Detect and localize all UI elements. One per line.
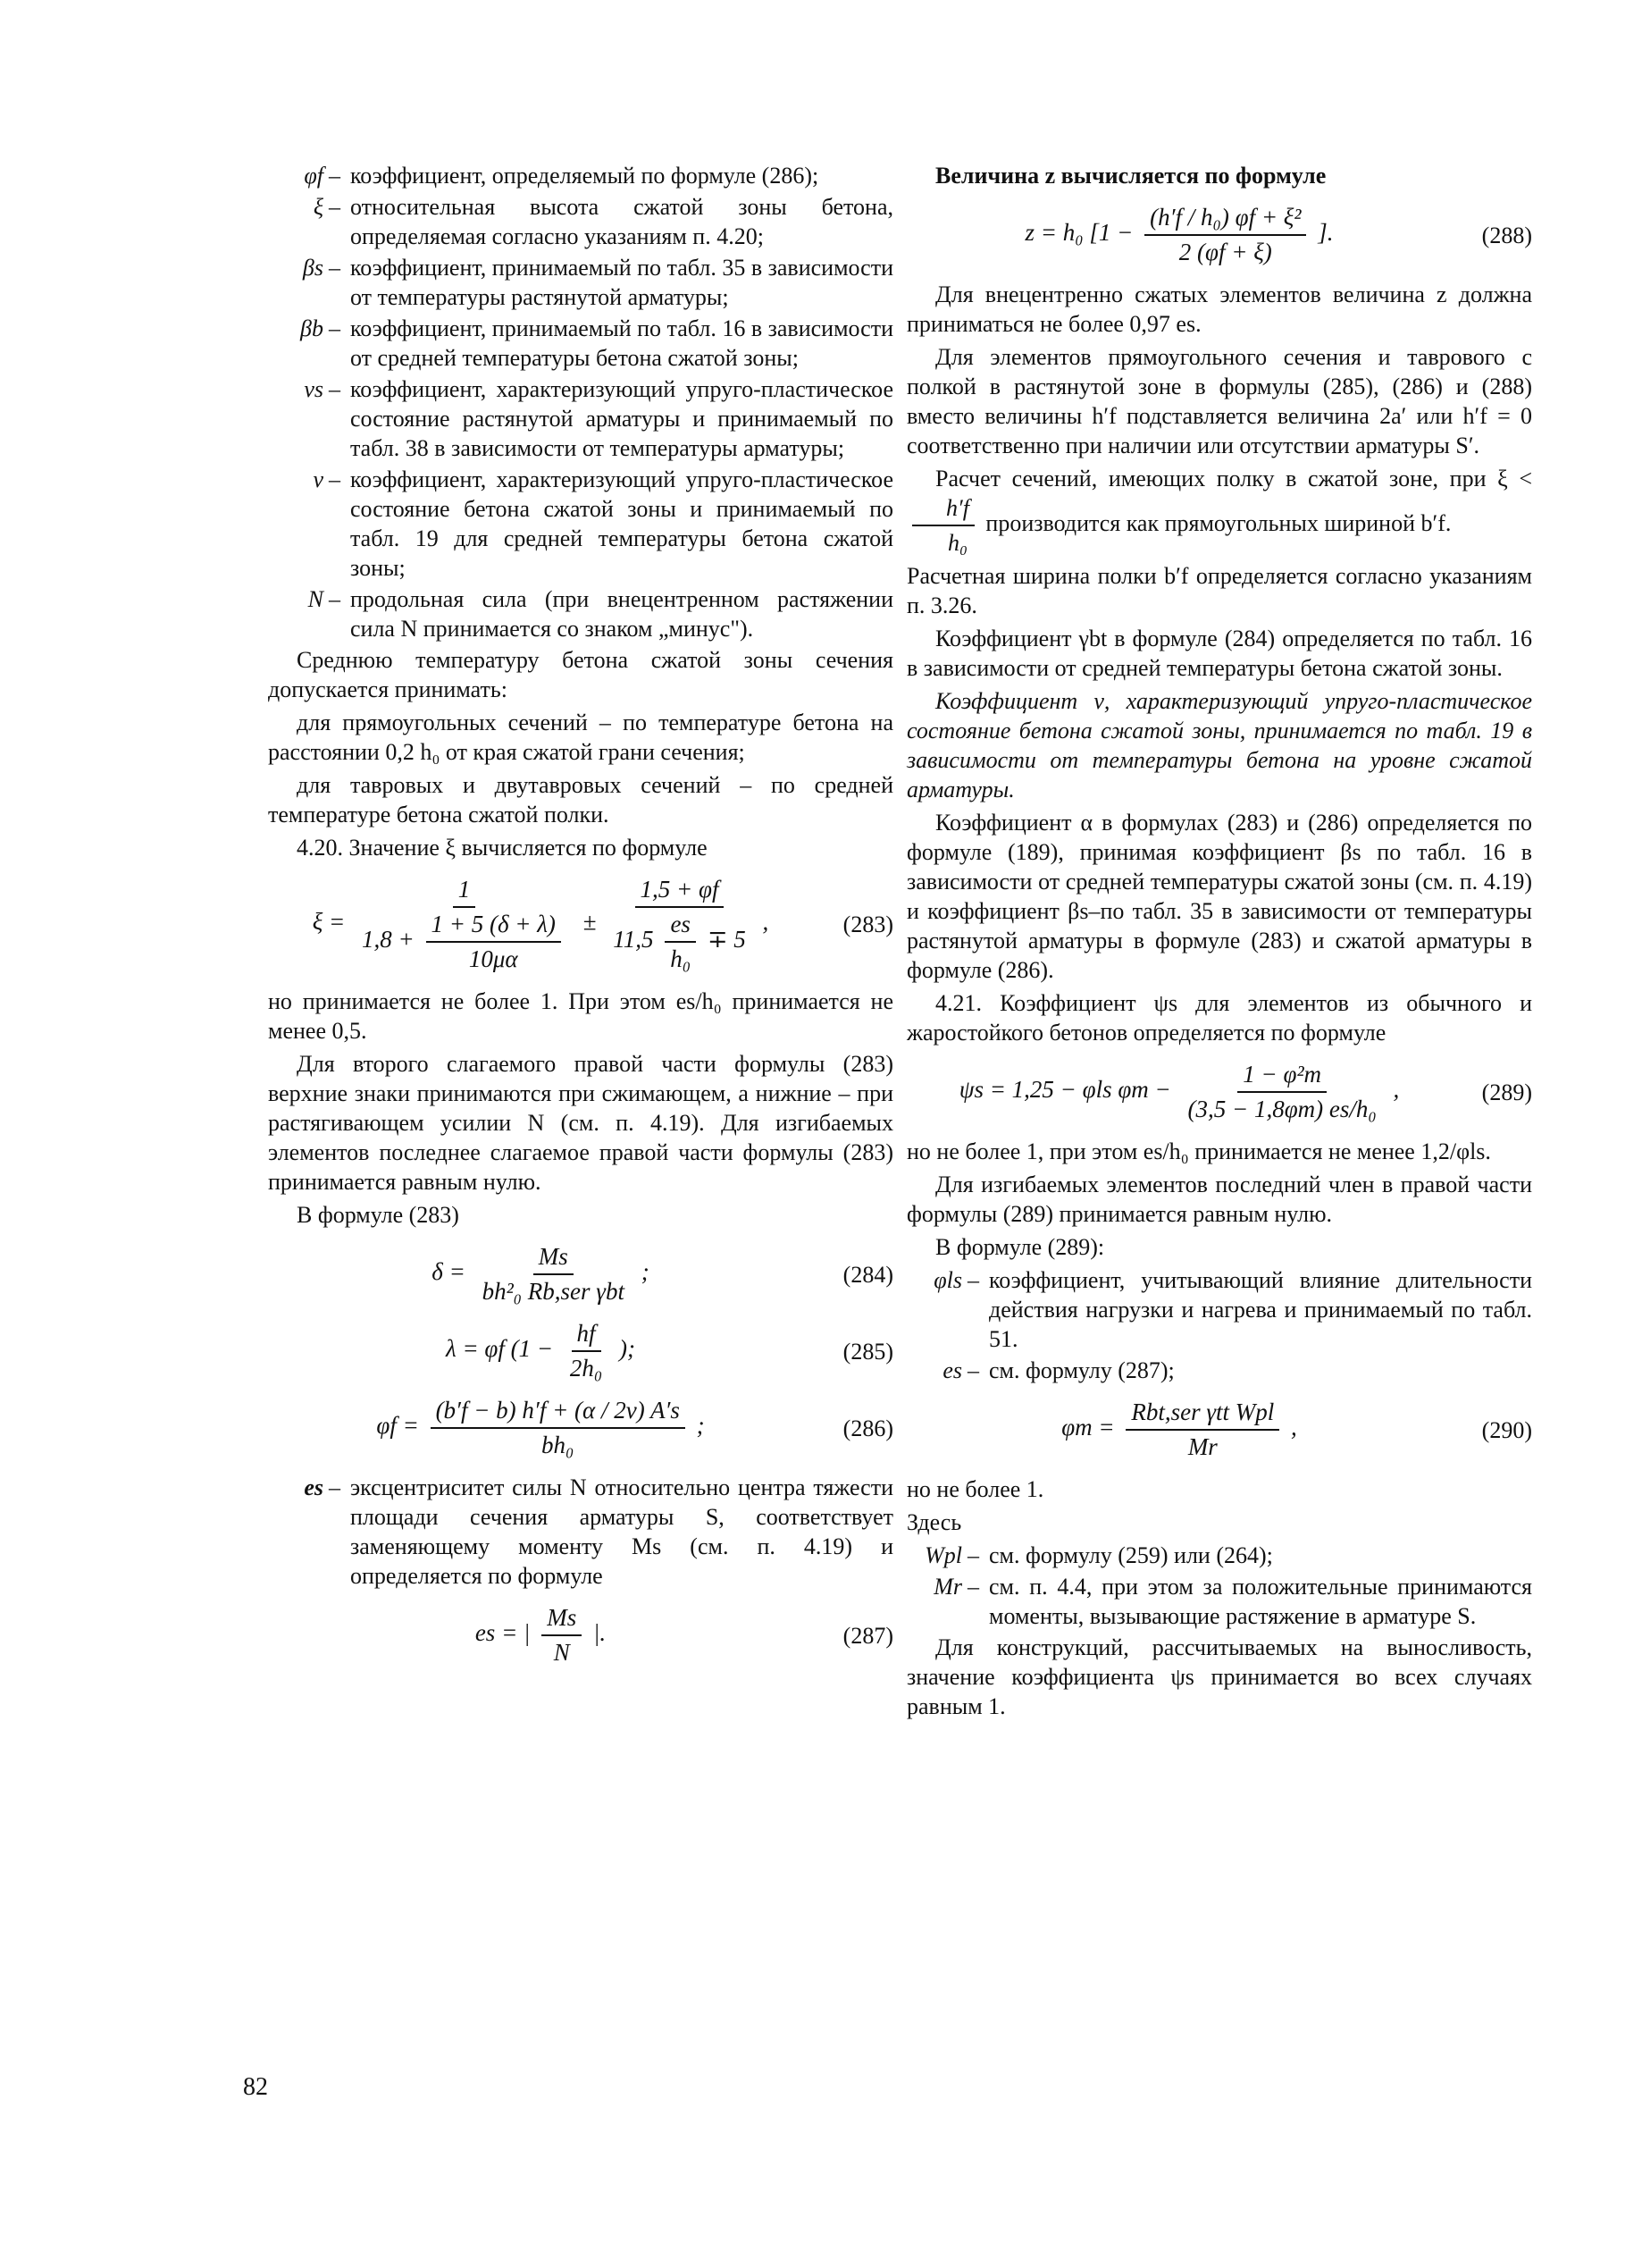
numerator: h′f xyxy=(912,493,975,526)
paragraph: Для второго слагаемого правой части формулы (283) верхние знаки принимаются при сжимающем, а нижние – при растягивающем усилии N (см. п. 4.19). Для изгибаемых элементов последнее слагаемое правой части формулы (283) принимается равным нулю. xyxy=(268,1051,893,1195)
numerator: 1 xyxy=(453,875,476,908)
nested-fraction xyxy=(665,910,696,974)
formula-number: (284) xyxy=(842,1261,893,1288)
term-symbol: N xyxy=(307,586,323,612)
term-definition: см. формулу (287); xyxy=(989,1357,1175,1383)
numerator: (h′f / h₀) φf + ξ² xyxy=(1144,203,1306,236)
term-symbol: ξ xyxy=(313,194,323,220)
term-e-s: es – эксцентриситет силы N относительно центра тяжести площади сечения арматуры S, соответствует заменяющему моменту Ms (см. п. 4.19) и определяется по формуле xyxy=(268,1473,893,1591)
paragraph: Величина z вычисляется по формуле xyxy=(935,163,1327,189)
formula-body xyxy=(268,1319,813,1383)
term-definition: см. формулу (259) или (264); xyxy=(989,1542,1273,1568)
right-column xyxy=(907,161,1532,1725)
term-definition: коэффициент, принимаемый по табл. 35 в зависимости от температуры растянутой арматуры; xyxy=(350,255,893,310)
term-n: N – продольная сила (при внецентренном растяжении сила N принимается со знаком „минус"). xyxy=(268,584,893,643)
formula-283 xyxy=(268,875,893,974)
fraction xyxy=(912,493,975,558)
formula-tail: ); xyxy=(618,1335,635,1363)
term-symbol: φf xyxy=(304,163,323,189)
formula-tail: , xyxy=(1393,1076,1400,1104)
paragraph: для тавровых и двутавровых сечений – по средней температуре бетона сжатой полки. xyxy=(268,772,893,827)
denominator xyxy=(356,908,572,974)
denominator xyxy=(607,908,751,974)
paragraph: 4.20. Значение ξ вычисляется по формуле xyxy=(297,835,708,861)
paragraph: но принимается не более 1. При этом es/h₀ принимается не менее 0,5. xyxy=(268,988,893,1044)
term-symbol: Wpl xyxy=(925,1542,962,1568)
fraction xyxy=(607,875,751,974)
numerator: 1 + 5 (δ + λ) xyxy=(426,910,561,943)
fraction xyxy=(565,1319,607,1383)
paragraph: Здесь xyxy=(907,1509,962,1535)
term-symbol: βs xyxy=(302,255,323,281)
formula-tail: ; xyxy=(641,1258,649,1286)
denominator-prefix: 11,5 xyxy=(613,926,654,953)
denominator: 10μα xyxy=(468,945,518,972)
formula-288 xyxy=(907,203,1532,267)
fraction xyxy=(431,1396,685,1460)
paragraph: Коэффициент ν, характеризующий упруго-пластическое состояние бетона сжатой зоны, принимается по табл. 19 в зависимости от температуры бетона на уровне сжатой арматуры. xyxy=(907,688,1532,802)
paragraph-text: производится как прямоугольных шириной b′f. xyxy=(985,509,1452,536)
term-m-r: Mr – см. п. 4.4, при этом за положительные принимаются моменты, вызывающие растяжение в арматуре S. xyxy=(907,1572,1532,1631)
denominator-suffix: ∓ 5 xyxy=(707,926,746,953)
formula-tail: ; xyxy=(696,1412,705,1440)
formula-tail: ]. xyxy=(1318,219,1334,247)
formula-number: (290) xyxy=(1481,1416,1532,1443)
formula-lhs: φm = xyxy=(1061,1414,1115,1441)
paragraph: но не более 1, при этом es/h₀ принимается не менее 1,2/φls. xyxy=(907,1138,1491,1164)
term-symbol: es xyxy=(304,1474,323,1500)
term-definition: относительная высота сжатой зоны бетона, определяемая согласно указаниям п. 4.20; xyxy=(350,194,893,249)
term-beta-s: βs – коэффициент, принимаемый по табл. 35 в зависимости от температуры растянутой арматуры; xyxy=(268,253,893,312)
denominator: h₀ xyxy=(947,530,968,556)
formula-number: (287) xyxy=(842,1622,893,1649)
paragraph xyxy=(907,464,1532,558)
fraction xyxy=(356,875,572,974)
paragraph: Для изгибаемых элементов последний член в правой части формулы (289) принимается равным нулю. xyxy=(907,1172,1532,1227)
term-symbol: νs xyxy=(304,376,323,402)
denominator: (3,5 − 1,8φm) es/h₀ xyxy=(1187,1096,1377,1122)
numerator: (b′f − b) h′f + (α / 2ν) A′s xyxy=(431,1396,685,1429)
formula-number: (288) xyxy=(1481,222,1532,248)
denominator: Mr xyxy=(1187,1433,1218,1460)
paragraph: Коэффициент α в формулах (283) и (286) определяется по формуле (189), принимая коэффициент βs по табл. 16 в зависимости от средней температуры сжатой зоны (см. п. 4.19) и коэффициент βs–по табл. 35 в зависимости от температуры растянутой арматуры в формуле (283) и сжатой арматуры в формуле (286). xyxy=(907,810,1532,983)
numerator: hf xyxy=(572,1319,601,1352)
term-definition: коэффициент, характеризующий упруго-пластическое состояние бетона сжатой зоны и принимаемый по табл. 19 для средней температуры бетона сжатой зоны; xyxy=(350,466,893,581)
formula-289 xyxy=(907,1060,1532,1124)
term-symbol: βb xyxy=(300,315,323,341)
paragraph: но не более 1. xyxy=(907,1476,1044,1502)
denominator: 2h₀ xyxy=(569,1355,603,1382)
term-definition: продольная сила (при внецентренном растяжении сила N принимается со знаком „минус"). xyxy=(350,586,893,642)
formula-body xyxy=(268,1242,813,1306)
denominator-prefix: 1,8 + xyxy=(362,926,415,953)
formula-number: (285) xyxy=(842,1338,893,1365)
term-definition: коэффициент, принимаемый по табл. 16 в зависимости от средней температуры бетона сжатой зоны; xyxy=(350,315,893,371)
term-nu-s: νs – коэффициент, характеризующий упруго-пластическое состояние растянутой арматуры и принимаемый по табл. 38 в зависимости от температуры арматуры; xyxy=(268,374,893,463)
numerator: Ms xyxy=(541,1603,582,1636)
fraction xyxy=(1144,203,1306,267)
term-definition: эксцентриситет силы N относительно центра тяжести площади сечения арматуры S, соответствует заменяющему моменту Ms (см. п. 4.19) и определяется по формуле xyxy=(350,1474,893,1589)
term-definition: см. п. 4.4, при этом за положительные принимаются моменты, вызывающие растяжение в арматуре S. xyxy=(989,1574,1532,1629)
numerator: Rbt,ser γtt Wpl xyxy=(1126,1398,1279,1431)
fraction xyxy=(1183,1060,1382,1124)
denominator: bh²₀ Rb,ser γbt xyxy=(482,1278,624,1305)
formula-body xyxy=(268,1396,813,1460)
paragraph: В формуле (289): xyxy=(935,1234,1105,1260)
denominator: h₀ xyxy=(670,945,691,972)
paragraph: 4.21. Коэффициент ψs для элементов из обычного и жаростойкого бетонов определяется по формуле xyxy=(907,990,1532,1046)
formula-tail: , xyxy=(762,908,769,936)
formula-body xyxy=(268,1603,813,1667)
formula-number: (289) xyxy=(1481,1079,1532,1105)
term-w-pl: Wpl – см. формулу (259) или (264); xyxy=(907,1541,1532,1570)
paragraph: В формуле (283) xyxy=(297,1202,459,1228)
formula-lhs: δ = xyxy=(431,1258,465,1286)
formula-287 xyxy=(268,1603,893,1667)
paragraph: Для внецентренно сжатых элементов величина z должна приниматься не более 0,97 es. xyxy=(907,281,1532,337)
fraction xyxy=(1126,1398,1279,1462)
formula-286 xyxy=(268,1396,893,1460)
term-symbol: ν xyxy=(313,466,323,492)
formula-284 xyxy=(268,1242,893,1306)
term-symbol: Mr xyxy=(934,1574,962,1600)
left-column xyxy=(268,161,893,1680)
numerator: es xyxy=(665,910,696,943)
formula-body xyxy=(268,875,813,974)
term-definition: коэффициент, учитывающий влияние длительности действия нагрузки и нагрева и принимаемый по табл. 51. xyxy=(989,1267,1532,1352)
term-phi-f: φf – коэффициент, определяемый по формуле (286); xyxy=(268,161,893,190)
formula-tail: , xyxy=(1291,1414,1297,1441)
term-definition: коэффициент, характеризующий упруго-пластическое состояние растянутой арматуры и принимаемый по табл. 38 в зависимости от температуры арматуры; xyxy=(350,376,893,461)
formula-number: (286) xyxy=(842,1415,893,1441)
term-symbol: es xyxy=(942,1357,962,1383)
fraction xyxy=(477,1242,630,1306)
formula-lhs: λ = φf (1 − xyxy=(446,1335,554,1363)
term-beta-b: βb – коэффициент, принимаемый по табл. 16 в зависимости от средней температуры бетона сжатой зоны; xyxy=(268,314,893,373)
term-definition: коэффициент, определяемый по формуле (286); xyxy=(350,163,819,189)
formula-lhs: ψs = 1,25 − φls φm − xyxy=(959,1076,1171,1104)
term-phi-ls: φls – коэффициент, учитывающий влияние длительности действия нагрузки и нагрева и принимаемый по табл. 51. xyxy=(907,1265,1532,1354)
numerator: Ms xyxy=(533,1242,574,1275)
formula-body xyxy=(907,1060,1452,1124)
term-xi: ξ – относительная высота сжатой зоны бетона, определяемая согласно указаниям п. 4.20; xyxy=(268,192,893,251)
formula-number: (283) xyxy=(842,911,893,937)
paragraph: Для элементов прямоугольного сечения и таврового с полкой в растянутой зоне в формулы (285), (286) и (288) вместо величины h′f подставляется величина 2a′ или h′f = 0 соответственно при наличии или отсутствии арматуры S′. xyxy=(907,344,1532,458)
formula-285 xyxy=(268,1319,893,1383)
paragraph: Расчетная ширина полки b′f определяется согласно указаниям п. 3.26. xyxy=(907,563,1532,618)
paragraph: для прямоугольных сечений – по температуре бетона на расстоянии 0,2 h₀ от края сжатой грани сечения; xyxy=(268,710,893,765)
formula-290 xyxy=(907,1398,1532,1462)
formula-body xyxy=(907,1398,1452,1462)
formula-lhs: z = h₀ [1 − xyxy=(1025,219,1134,247)
paragraph: Коэффициент γbt в формуле (284) определяется по табл. 16 в зависимости от средней температуры бетона сжатой зоны. xyxy=(907,626,1532,681)
plus-minus-sign: ± xyxy=(582,908,597,936)
formula-tail: |. xyxy=(592,1619,607,1647)
nested-fraction xyxy=(426,910,561,974)
fraction xyxy=(541,1603,582,1667)
term-symbol: φls xyxy=(934,1267,962,1293)
page-number: 82 xyxy=(243,2073,268,2101)
denominator: bh₀ xyxy=(541,1432,574,1458)
formula-lhs: ξ = xyxy=(312,908,346,936)
denominator: 2 (φf + ξ) xyxy=(1178,239,1272,265)
paragraph: Среднюю температуру бетона сжатой зоны сечения допускается принимать: xyxy=(268,647,893,702)
numerator: 1,5 + φf xyxy=(635,875,725,908)
formula-lhs: φf = xyxy=(376,1412,419,1440)
paragraph-text: Расчет сечений, имеющих полку в сжатой зоне, при ξ < xyxy=(935,466,1532,491)
paragraph: Для конструкций, рассчитываемых на выносливость, значение коэффициента ψs принимается во всех случаях равным 1. xyxy=(907,1634,1532,1719)
denominator: N xyxy=(553,1639,570,1666)
term-e-s-ref: es – см. формулу (287); xyxy=(907,1356,1532,1385)
numerator: 1 − φ²m xyxy=(1237,1060,1327,1093)
formula-lhs: es = | xyxy=(474,1619,531,1647)
formula-body xyxy=(907,203,1452,267)
term-nu: ν – коэффициент, характеризующий упруго-пластическое состояние бетона сжатой зоны и принимаемый по табл. 19 для средней температуры бетона сжатой зоны; xyxy=(268,465,893,583)
